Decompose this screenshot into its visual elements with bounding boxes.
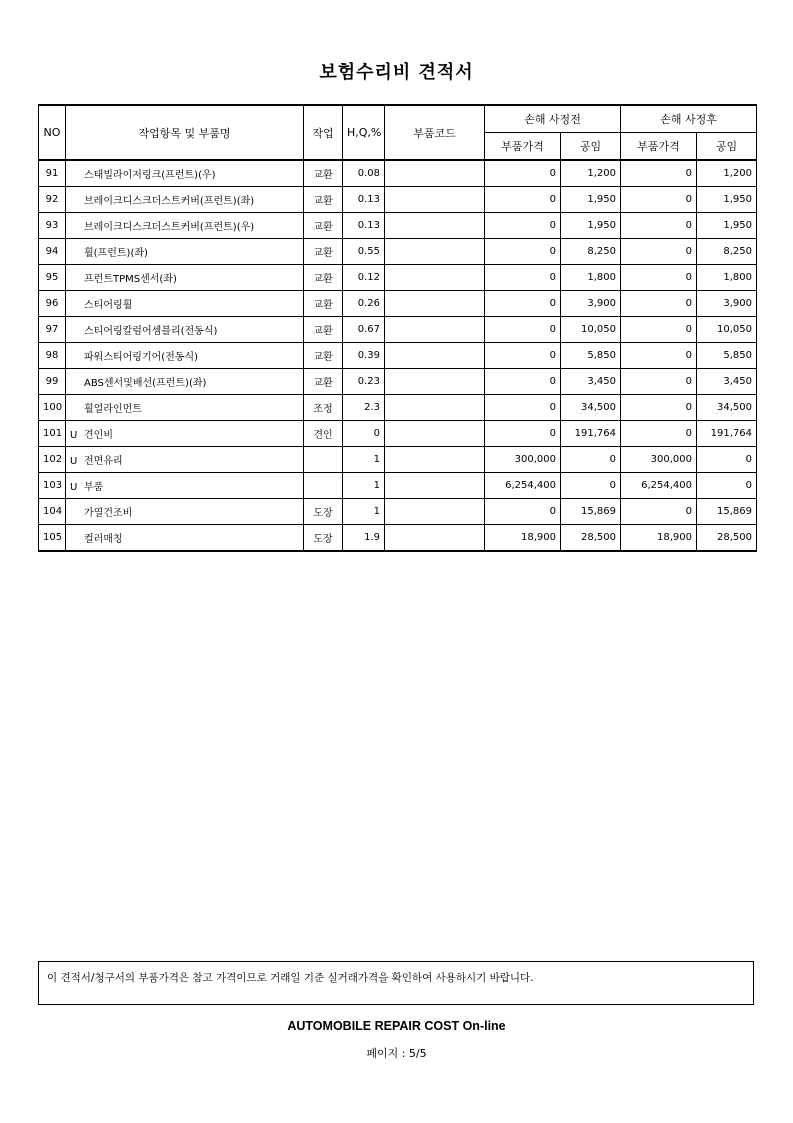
price-notice: 이 견적서/청구서의 부품가격은 참고 가격이므로 거래일 기준 실거래가격을 확인하여 사용하시기 바랍니다. [38, 961, 754, 1005]
cell-before-part-price: 0 [485, 187, 561, 213]
cell-hq: 0.13 [343, 187, 385, 213]
cell-before-labor: 191,764 [561, 421, 621, 447]
table-row [39, 160, 757, 187]
cell-part-code [385, 499, 485, 525]
cell-part-code [385, 265, 485, 291]
cell-after-labor: 0 [697, 473, 757, 499]
cell-work: 교환 [304, 343, 343, 369]
cell-after-labor: 0 [697, 447, 757, 473]
cell-after-part-price: 0 [621, 213, 697, 239]
cell-prefix: U [70, 456, 78, 467]
cell-work: 교환 [304, 291, 343, 317]
cell-work: 교환 [304, 160, 343, 187]
cell-after-part-price: 0 [621, 421, 697, 447]
table-row [39, 213, 757, 239]
cell-item-label: 프런트TPMS센서(좌) [84, 274, 177, 285]
cell-no: 98 [39, 343, 66, 369]
cell-after-labor: 3,900 [697, 291, 757, 317]
cell-no: 96 [39, 291, 66, 317]
table-row [39, 395, 757, 421]
cell-item-label: 견인비 [84, 430, 113, 441]
cell-part-code [385, 187, 485, 213]
cell-before-labor: 1,950 [561, 187, 621, 213]
cell-item-label: 휠얼라인먼트 [84, 404, 142, 415]
cell-after-part-price: 18,900 [621, 525, 697, 552]
cell-item-name [66, 343, 304, 369]
cell-before-part-price: 0 [485, 239, 561, 265]
cell-hq: 0.13 [343, 213, 385, 239]
cell-no: 94 [39, 239, 66, 265]
cell-after-labor: 8,250 [697, 239, 757, 265]
cell-item-label: 스태빌라이저링크(프런트)(우) [84, 170, 216, 181]
cell-no: 101 [39, 421, 66, 447]
cell-work [304, 473, 343, 499]
cell-part-code [385, 160, 485, 187]
cell-work: 교환 [304, 265, 343, 291]
cell-hq: 1 [343, 499, 385, 525]
cell-item-label: 휠(프런트)(좌) [84, 248, 148, 259]
cell-part-code [385, 447, 485, 473]
cell-item-label: 컬러매칭 [84, 534, 123, 545]
cell-no: 103 [39, 473, 66, 499]
cell-after-labor: 34,500 [697, 395, 757, 421]
cell-before-part-price: 300,000 [485, 447, 561, 473]
cell-after-part-price: 0 [621, 265, 697, 291]
cell-item-label: ABS센서및배선(프런트)(좌) [84, 378, 207, 389]
table-body [39, 160, 757, 551]
cell-after-labor: 28,500 [697, 525, 757, 552]
cell-part-code [385, 343, 485, 369]
cell-hq: 1 [343, 473, 385, 499]
header-hq: H,Q,% [343, 105, 385, 160]
cell-item-name [66, 160, 304, 187]
cell-item-label: 파워스티어링기어(전동식) [84, 352, 199, 363]
cell-item-label: 브레이크디스크더스트커버(프런트)(좌) [84, 196, 255, 207]
cell-item-label: 스티어링휠 [84, 300, 133, 311]
cell-no: 95 [39, 265, 66, 291]
cell-work: 조정 [304, 395, 343, 421]
cell-work: 교환 [304, 369, 343, 395]
cell-after-part-price: 0 [621, 499, 697, 525]
cell-before-part-price: 0 [485, 317, 561, 343]
cell-work: 도장 [304, 499, 343, 525]
footer-brand: AUTOMOBILE REPAIR COST On-line [287, 1019, 506, 1033]
cell-after-part-price: 0 [621, 187, 697, 213]
cell-work: 교환 [304, 317, 343, 343]
cell-before-labor: 0 [561, 473, 621, 499]
cell-after-part-price: 0 [621, 160, 697, 187]
table-row [39, 473, 757, 499]
cell-before-part-price: 0 [485, 395, 561, 421]
cell-hq: 0.26 [343, 291, 385, 317]
cell-item-name [66, 239, 304, 265]
table-row [39, 265, 757, 291]
cell-hq: 0 [343, 421, 385, 447]
cell-hq: 0.23 [343, 369, 385, 395]
header-before-part-price: 부품가격 [485, 133, 561, 161]
cell-after-part-price: 0 [621, 369, 697, 395]
cell-after-labor: 1,800 [697, 265, 757, 291]
cell-part-code [385, 213, 485, 239]
cell-work [304, 447, 343, 473]
cell-hq: 2.3 [343, 395, 385, 421]
cell-part-code [385, 317, 485, 343]
cell-prefix: U [70, 430, 78, 441]
table-row [39, 525, 757, 552]
cell-before-labor: 10,050 [561, 317, 621, 343]
cell-no: 97 [39, 317, 66, 343]
cell-before-labor: 5,850 [561, 343, 621, 369]
cell-before-part-price: 0 [485, 265, 561, 291]
cell-hq: 0.08 [343, 160, 385, 187]
cell-item-name [66, 213, 304, 239]
cell-hq: 1 [343, 447, 385, 473]
cell-item-label: 전면유리 [84, 456, 123, 467]
cell-after-part-price: 0 [621, 343, 697, 369]
cell-before-part-price: 6,254,400 [485, 473, 561, 499]
cell-hq: 0.12 [343, 265, 385, 291]
table-header [39, 105, 757, 160]
cell-part-code [385, 369, 485, 395]
cell-after-labor: 1,950 [697, 187, 757, 213]
cell-before-labor: 3,900 [561, 291, 621, 317]
cell-after-labor: 15,869 [697, 499, 757, 525]
table-row [39, 447, 757, 473]
cell-before-part-price: 0 [485, 421, 561, 447]
cell-no: 99 [39, 369, 66, 395]
cell-before-labor: 1,200 [561, 160, 621, 187]
header-before-adjustment: 손해 사정전 [485, 105, 621, 133]
table-row [39, 499, 757, 525]
cell-hq: 1.9 [343, 525, 385, 552]
cell-before-part-price: 0 [485, 369, 561, 395]
cell-item-label: 가열건조비 [84, 508, 133, 519]
cell-item-name [66, 499, 304, 525]
cell-no: 105 [39, 525, 66, 552]
cell-hq: 0.55 [343, 239, 385, 265]
cell-after-part-price: 0 [621, 317, 697, 343]
cell-item-name [66, 421, 304, 447]
header-part-code: 부품코드 [385, 105, 485, 160]
cell-after-part-price: 0 [621, 291, 697, 317]
cell-item-name [66, 291, 304, 317]
header-before-labor: 공임 [561, 133, 621, 161]
cell-work: 견인 [304, 421, 343, 447]
table-row [39, 369, 757, 395]
cell-no: 93 [39, 213, 66, 239]
cell-part-code [385, 421, 485, 447]
cell-work: 교환 [304, 239, 343, 265]
cell-after-part-price: 300,000 [621, 447, 697, 473]
cell-item-label: 스티어링칼럼어셈블리(전동식) [84, 326, 218, 337]
cell-item-label: 브레이크디스크더스트커버(프런트)(우) [84, 222, 255, 233]
cell-before-labor: 1,800 [561, 265, 621, 291]
cell-prefix: U [70, 482, 78, 493]
cell-item-name [66, 369, 304, 395]
cell-before-part-price: 0 [485, 499, 561, 525]
cell-item-name [66, 395, 304, 421]
cell-before-labor: 8,250 [561, 239, 621, 265]
header-after-part-price: 부품가격 [621, 133, 697, 161]
header-after-adjustment: 손해 사정후 [621, 105, 757, 133]
cell-item-label: 부품 [84, 482, 104, 493]
cell-item-name [66, 525, 304, 552]
table-row [39, 239, 757, 265]
cell-before-labor: 15,869 [561, 499, 621, 525]
cell-after-part-price: 0 [621, 395, 697, 421]
page-number: 페이지 : 5/5 [366, 1047, 427, 1060]
cell-before-labor: 34,500 [561, 395, 621, 421]
cell-hq: 0.39 [343, 343, 385, 369]
header-no: NO [39, 105, 66, 160]
document-title: 보험수리비 견적서 [319, 62, 474, 83]
table-row [39, 343, 757, 369]
cell-before-part-price: 0 [485, 343, 561, 369]
cell-before-labor: 28,500 [561, 525, 621, 552]
cell-no: 91 [39, 160, 66, 187]
cell-after-labor: 10,050 [697, 317, 757, 343]
header-item: 작업항목 및 부품명 [66, 105, 304, 160]
cell-after-labor: 1,950 [697, 213, 757, 239]
cell-before-labor: 0 [561, 447, 621, 473]
cell-after-labor: 5,850 [697, 343, 757, 369]
cell-work: 교환 [304, 213, 343, 239]
table-row [39, 187, 757, 213]
cell-item-name [66, 473, 304, 499]
table-row [39, 317, 757, 343]
estimate-table [38, 104, 757, 552]
cell-after-part-price: 6,254,400 [621, 473, 697, 499]
cell-before-labor: 1,950 [561, 213, 621, 239]
cell-no: 100 [39, 395, 66, 421]
cell-item-name [66, 317, 304, 343]
cell-before-part-price: 18,900 [485, 525, 561, 552]
header-work: 작업 [304, 105, 343, 160]
cell-after-labor: 191,764 [697, 421, 757, 447]
cell-work: 교환 [304, 187, 343, 213]
cell-before-part-price: 0 [485, 213, 561, 239]
cell-work: 도장 [304, 525, 343, 552]
cell-no: 102 [39, 447, 66, 473]
cell-no: 92 [39, 187, 66, 213]
cell-item-name [66, 265, 304, 291]
cell-after-labor: 3,450 [697, 369, 757, 395]
cell-part-code [385, 239, 485, 265]
cell-no: 104 [39, 499, 66, 525]
cell-part-code [385, 525, 485, 552]
cell-before-part-price: 0 [485, 291, 561, 317]
table-row [39, 291, 757, 317]
table-row [39, 421, 757, 447]
cell-part-code [385, 291, 485, 317]
cell-before-labor: 3,450 [561, 369, 621, 395]
header-after-labor: 공임 [697, 133, 757, 161]
cell-item-name [66, 187, 304, 213]
cell-part-code [385, 395, 485, 421]
cell-hq: 0.67 [343, 317, 385, 343]
cell-part-code [385, 473, 485, 499]
cell-after-labor: 1,200 [697, 160, 757, 187]
cell-after-part-price: 0 [621, 239, 697, 265]
cell-before-part-price: 0 [485, 160, 561, 187]
cell-item-name [66, 447, 304, 473]
